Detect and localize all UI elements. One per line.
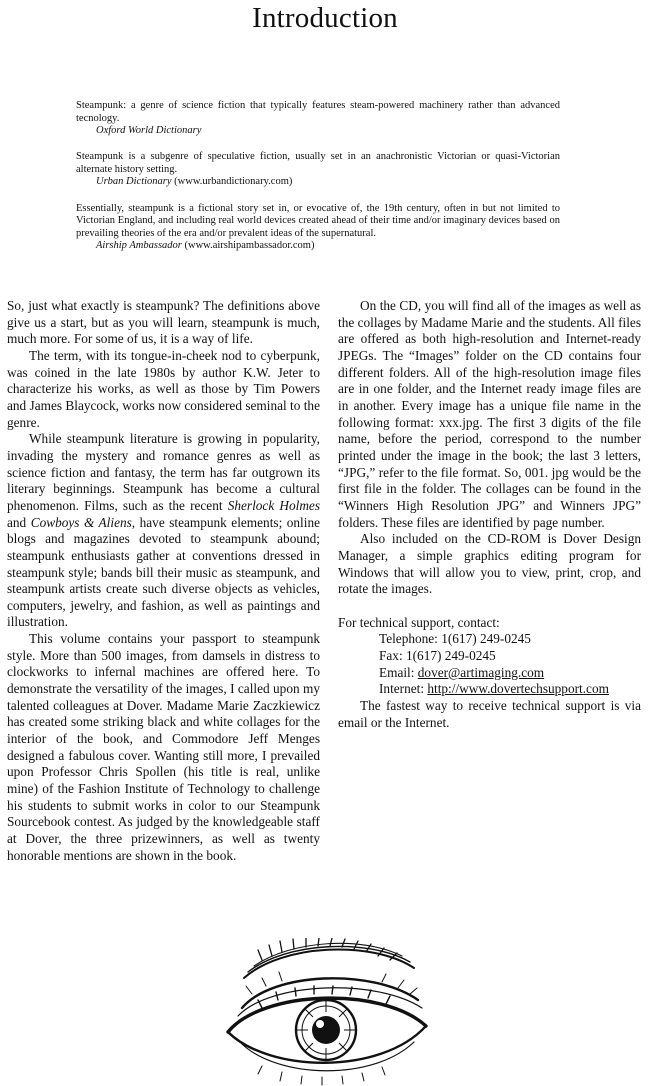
definition-urban <box>76 151 560 189</box>
paragraph-closing: The fastest way to receive technical support is via email or the Internet. <box>338 698 641 730</box>
paragraph-culture: While steampunk literature is growing in popularity, invading the mystery and romance genres as well as science fiction and fantasy, the term has far outgrown its literary beginnings. Steampunk has become a cultural phenomenon. Films, such as the recent Sherlock Holmes and Cowboys & Aliens, have steampunk elements; online blogs and magazines devoted to steampunk abound; steampunk enthusiasts gather at conventions dressed in steampunk style; bands bill their music as steampunk, and steampunk artists create such diverse objects as vehicles, computers, jewelry, and fashion, as well as paintings and illustration. <box>7 431 320 630</box>
support-fax: Fax: 1(617) 249-0245 <box>379 648 496 664</box>
definition-text: Essentially, steampunk is a fictional story set in, or evocative of, the 19th century, often in but not limited to Victorian England, and including real world devices created ahead of their time and/or imaginary devices based on prevailing theories of the era and/or prevalent ideas of the supernatural. <box>76 202 560 239</box>
definition-source: Airship Ambassador (www.airshipambassador.com) <box>96 240 315 252</box>
page-title: Introduction <box>252 2 398 34</box>
support-telephone: Telephone: 1(617) 249-0245 <box>379 631 531 647</box>
internet-link[interactable]: http://www.dovertechsupport.com <box>427 681 609 697</box>
support-heading: For technical support, contact: <box>338 614 500 630</box>
paragraph-intro: So, just what exactly is steampunk? The definitions above give us a start, but as you will learn, steampunk is much, much more. For some of us, it is a way of life. <box>7 298 320 347</box>
definition-source: Urban Dictionary (www.urbandictionary.com) <box>96 176 293 188</box>
paragraph-volume: This volume contains your passport to steampunk style. More than 500 images, from damsels in distress to clockworks to infernal machines are offered here. To demonstrate the versatility of the images, I called upon my talented colleagues at Dover. Madame Marie Zaczkiewicz has created some striking black and white collages for the interior of the book, and Commodore Jeff Menges designed a fabulous cover. Wanting still more, I prevailed upon Professor Chris Spollen (his title is real, unlike mine) of the Fashion Institute of Technology to challenge his students to submit works in color to our Steampunk Sourcebook contest. As judged by the knowledgeable staff at Dover, the three prizewinners, as well as twenty honorable mentions are shown in the book. <box>7 631 320 863</box>
paragraph-cd: On the CD, you will find all of the images as well as the collages by Madame Marie and the students. All files are offered as both high-resolution and Internet-ready JPEGs. The “Images” folder on the CD contains four different folders. All of the high-resolution image files are in one folder, and the Internet ready image files are in another. Every image has a unique file name in the following format: xxx.jpg. The first 3 digits of the file name, before the period, correspond to the number printed under the image in the book; the last 3 letters, “JPG,” refer to the file format. So, 001. jpg would be the first file in the folder. The collages can be found in the “Winners High Resolution JPG” and Winners JPG” folders. These files are identified by page number. <box>338 298 641 530</box>
eye-illustration <box>222 938 430 1086</box>
definitions-block <box>76 100 560 266</box>
definition-text: Steampunk is a subgenre of speculative fiction, usually set in an anachronistic Victorian or quasi-Victorian alternate history setting. <box>76 151 560 175</box>
support-internet: Internet: http://www.dovertechsupport.com <box>379 681 609 697</box>
definition-source: Oxford World Dictionary <box>96 125 202 137</box>
definition-airship <box>76 203 560 253</box>
email-link[interactable]: dover@artimaging.com <box>417 664 545 680</box>
paragraph-design-manager: Also included on the CD-ROM is Dover Design Manager, a simple graphics editing program for Windows that will allow you to view, print, crop, and rotate the images. <box>338 531 641 597</box>
definition-oxford <box>76 100 560 138</box>
paragraph-term: The term, with its tongue-in-cheek nod to cyberpunk, was coined in the late 1980s by author K.W. Jeter to characterize his works, as well as those by Tim Powers and James Blaycock, works now considered seminal to the genre. <box>7 347 320 430</box>
support-email: Email: dover@artimaging.com <box>379 664 545 680</box>
right-column <box>338 298 641 731</box>
left-column <box>7 298 320 864</box>
definition-text: Steampunk: a genre of science fiction that typically features steam-powered machinery rather than advanced tecnology. <box>76 100 560 124</box>
